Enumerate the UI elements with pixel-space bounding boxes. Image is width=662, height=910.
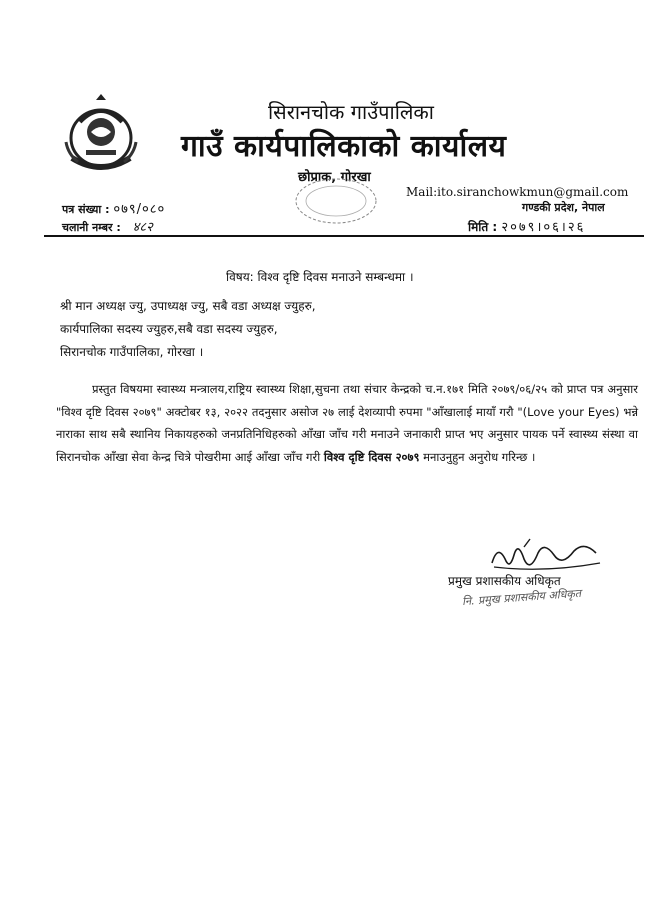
dispatch-number-value: ४८२ [132, 220, 153, 235]
date-label: मिति : [468, 220, 498, 234]
body-text: प्रस्तुत विषयमा स्वास्थ्य मन्त्रालय,राष्ट्रिय स्वास्थ्य शिक्षा,सुचना तथा संचार केन्द्रको च.न.१७१ मिति २०७९/०६/२५ को प्राप्त पत्र अनुसार "विश्व दृष्टि दिवस २०७९" अक्टोबर १३, २०२२ तदनुसार असोज २७ लाई देशव्यापी रुपमा "आँखालाई मायाँ गरौ "(Love your Eyes) भन्ने नाराका साथ सबै स्थानिय निकायहरुको जनप्रतिनिधिहरुको आँखा जाँच गरी मनाउने जनाकारी प्राप्त भए अनुसार पायक पर्ने स्वास्थ्य संस्था वा सिरानचोक आँखा सेवा केन्द्र चित्रे पोखरीमा आई आँखा जाँच गरी [56, 382, 638, 464]
addressee-line: सिरानचोक गाउँपालिका, गोरखा । [60, 345, 204, 359]
dispatch-number [62, 217, 153, 235]
letter-number-value: ०७९/०८० [113, 202, 166, 217]
addressee-line: श्री मान अध्यक्ष ज्यु, उपाध्यक्ष ज्यु, सबै वडा अध्यक्ष ज्युहरु, [60, 299, 316, 313]
office-title: गाउँ कार्यपालिकाको कार्यालय [181, 129, 507, 164]
addressee-line: कार्यपालिका सदस्य ज्युहरु,सबै वडा सदस्य ज्युहरु, [60, 322, 278, 336]
dispatch-number-label: चलानी नम्बर : [62, 221, 121, 234]
letter-number [62, 199, 165, 217]
body-text-end: मनाउनुहुन अनुरोध गरिन्छ । [419, 449, 536, 464]
body-emphasis: विश्व दृष्टि दिवस २०७९ [323, 449, 420, 464]
signatory-title: प्रमुख प्रशासकीय अधिकृत [448, 574, 561, 588]
header-divider [44, 235, 644, 237]
office-stamp-icon [288, 176, 384, 226]
letter-date [468, 217, 585, 235]
letter-number-label: पत्र संख्या : [62, 203, 110, 216]
province: गण्डकी प्रदेश, नेपाल [522, 201, 605, 214]
office-email: Mail:ito.siranchowkmun@gmail.com [406, 185, 629, 199]
date-value: २०७९।०६।२६ [501, 220, 586, 235]
nepal-emblem-icon [58, 92, 144, 176]
body-paragraph [56, 378, 638, 468]
subject-line: विषय: विश्व दृष्टि दिवस मनाउने सम्बन्धमा । [226, 270, 414, 284]
signatory-stamp: नि. प्रमुख प्रशासकीय अधिकृत [461, 586, 582, 609]
office-address: छोप्राक, गोरखा [298, 170, 371, 185]
handwritten-signature [484, 533, 604, 577]
office-name: सिरानचोक गाउँपालिका [268, 100, 434, 124]
